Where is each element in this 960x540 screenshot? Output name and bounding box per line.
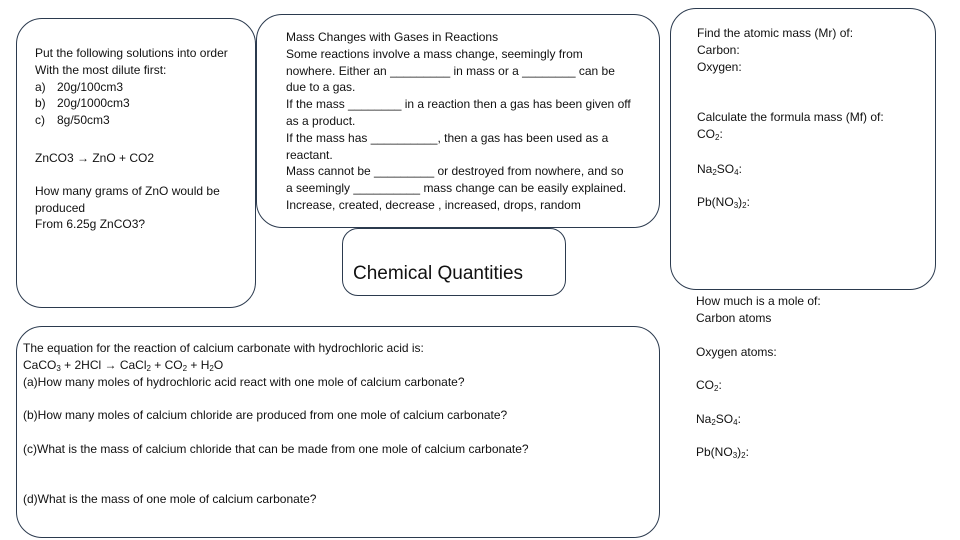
reaction-intro: The equation for the reaction of calcium carbonate with hydrochloric acid is:	[23, 341, 424, 355]
question-line: produced	[35, 200, 86, 215]
mass-line: nowhere. Either an _________ in mass or a ________ can be	[286, 63, 615, 78]
question-c: (c)What is the mass of calcium chloride that can be made from one mole of calcium carbonate?	[23, 442, 529, 456]
list-item: c) 8g/50cm3	[35, 113, 110, 128]
mass-line: If the mass ________ in a reaction then a gas has been given off	[286, 97, 631, 112]
mass-line: Mass cannot be _________ or destroyed from nowhere, and so	[286, 164, 624, 179]
intro-line: Put the following solutions into order	[35, 46, 228, 60]
question-line: From 6.25g ZnCO3?	[35, 217, 146, 232]
oxygen-label: Oxygen:	[697, 59, 742, 74]
mass-line: a seemingly __________ mass change can be easily explained.	[286, 181, 627, 196]
mass-line: Some reactions involve a mass change, seemingly from	[286, 46, 583, 61]
page-title: Chemical Quantities	[353, 263, 524, 284]
carbon-label: Carbon:	[697, 42, 740, 57]
formula-mass-heading: Calculate the formula mass (Mf) of:	[697, 110, 884, 124]
mole-co2: $CO_2$:	[696, 378, 722, 393]
carbon-atoms-label: Carbon atoms	[696, 310, 772, 325]
title-box	[342, 228, 566, 296]
word-bank: Increase, created, decrease , increased, drops, random	[286, 197, 581, 212]
atomic-mass-heading: Find the atomic mass (Mr) of:	[697, 26, 854, 40]
question-b: (b)How many moles of calcium chloride are produced from one mole of calcium carbonate?	[23, 408, 508, 422]
dilution-question-box	[16, 18, 256, 308]
list-item: b) 20g/1000cm3	[35, 96, 130, 111]
formula-co2: $CO_2$:	[697, 126, 723, 142]
mole-section	[696, 293, 821, 327]
mole-na2so4: $Na_2SO_4$:	[696, 412, 741, 427]
calcium-carbonate-box	[16, 326, 660, 538]
question-d: (d)What is the mass of one mole of calcium carbonate?	[23, 492, 317, 506]
mass-line: due to a gas.	[286, 80, 356, 95]
mole-heading: How much is a mole of:	[696, 294, 821, 308]
question-a: (a)How many moles of hydrochloric acid react with one mole of calcium carbonate?	[23, 374, 465, 389]
mass-line: as a product.	[286, 113, 356, 128]
reaction-equation: ZnCO3 → ZnO + CO2	[35, 150, 155, 165]
formula-na2so4: $Na_2SO_4$:	[697, 162, 742, 177]
mass-line: Mass Changes with Gases in Reactions	[286, 30, 499, 44]
formula-pbno32: $Pb(NO_3)_2$:	[697, 195, 750, 210]
atomic-mass-box	[670, 8, 936, 290]
oxygen-atoms-label: Oxygen atoms:	[696, 345, 777, 359]
mass-changes-box	[256, 14, 660, 228]
list-item: a) 20g/100cm3	[35, 79, 124, 94]
mass-line: reactant.	[286, 147, 333, 162]
intro-line: With the most dilute first:	[35, 62, 167, 77]
mass-line: If the mass has __________, then a gas has been used as a	[286, 130, 609, 145]
question-line: How many grams of ZnO would be	[35, 183, 220, 198]
reaction-equation: CaCO$_3$ + 2HCl → CaCl$_2$ + $CO_2 + H_2O$	[23, 357, 224, 373]
mole-pbno32: $Pb(NO_3)_2$:	[696, 445, 749, 460]
